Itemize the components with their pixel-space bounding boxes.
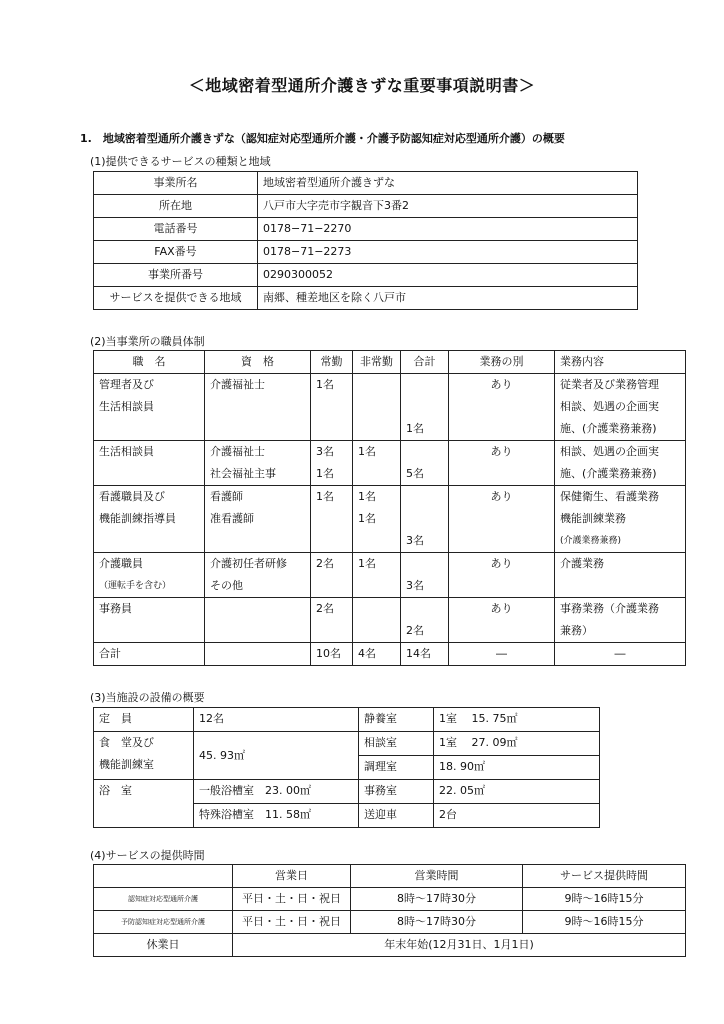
staff-header-row — [94, 351, 686, 374]
hours-row-business: 8時～17時30分 — [351, 911, 523, 934]
hours-header-blank — [94, 865, 233, 888]
office-value: 22. 05㎡ — [434, 780, 600, 804]
staff-sum-total: 14名 — [401, 643, 449, 666]
consult-room-label: 相談室 — [359, 732, 434, 756]
service-info-value: 地域密着型通所介護きずな — [258, 172, 638, 195]
staff-qual-cell — [205, 553, 311, 598]
staff-sum-duty: ― — [555, 643, 686, 666]
staff-duty-cell — [555, 553, 686, 598]
staff-sum-row — [94, 643, 686, 666]
staff-duty-line: (介護業務兼務) — [560, 536, 622, 546]
capacity-value: 12名 — [194, 708, 359, 732]
staff-sum-blank — [205, 643, 311, 666]
staff-sum-label: 合計 — [94, 643, 205, 666]
staff-duty-line: 兼務） — [560, 624, 593, 637]
hours-table — [93, 864, 686, 957]
staff-full-cell — [311, 486, 353, 553]
dining-label-line2: 機能訓練室 — [99, 758, 154, 771]
staff-full-line: 1名 — [316, 378, 334, 391]
service-info-row — [94, 287, 638, 310]
holiday-value: 年末年始(12月31日、1月1日) — [233, 934, 686, 957]
staff-full-line: 3名 — [316, 445, 334, 458]
hours-row-service: 9時～16時15分 — [523, 888, 686, 911]
staff-part-cell — [353, 486, 401, 553]
staff-full-cell — [311, 374, 353, 441]
staff-job-line: 管理者及び — [99, 378, 154, 391]
facility-table — [93, 707, 600, 828]
staff-full-line: 1名 — [316, 467, 334, 480]
staff-kind-cell: あり — [449, 441, 555, 486]
staff-total-cell: 5名 — [401, 441, 449, 486]
staff-duty-line: 機能訓練業務 — [560, 512, 626, 525]
staff-full-cell — [311, 441, 353, 486]
service-info-label: 所在地 — [94, 195, 258, 218]
vehicle-label: 送迎車 — [359, 804, 434, 828]
capacity-label: 定 員 — [94, 708, 194, 732]
staff-duty-cell — [555, 374, 686, 441]
bath-special-value: 特殊浴槽室 11. 58㎡ — [194, 804, 359, 828]
hours-row-days: 平日・土・日・祝日 — [233, 888, 351, 911]
staff-row — [94, 553, 686, 598]
staff-job-line: （運転手を含む） — [99, 581, 172, 591]
staff-job-line: 看護職員及び — [99, 490, 165, 503]
dining-value: 45. 93㎡ — [194, 732, 359, 780]
staff-sum-full: 10名 — [311, 643, 353, 666]
staff-total-cell: 3名 — [401, 553, 449, 598]
staff-job-line: 介護職員 — [99, 557, 143, 570]
staff-duty-line: 施、(介護業務兼務) — [560, 467, 657, 480]
rest-room-value: 1室 15. 75㎡ — [434, 708, 600, 732]
staff-qual-line: 介護初任者研修 — [210, 557, 287, 570]
staff-qual-line: その他 — [210, 579, 243, 592]
staff-row — [94, 441, 686, 486]
hours-header-service: サービス提供時間 — [523, 865, 686, 888]
dining-label-line1: 食 堂及び — [99, 736, 154, 749]
staff-kind-cell: あり — [449, 374, 555, 441]
staff-job-cell — [94, 374, 205, 441]
staff-kind-cell: あり — [449, 598, 555, 643]
staff-qual-line: 社会福祉主事 — [210, 467, 276, 480]
staff-header-cell: 合計 — [401, 351, 449, 374]
staff-qual-line: 介護福祉士 — [210, 445, 265, 458]
staff-row — [94, 374, 686, 441]
staff-qual-cell — [205, 486, 311, 553]
consult-room-value: 1室 27. 09㎡ — [434, 732, 600, 756]
service-info-label: 事業所名 — [94, 172, 258, 195]
holiday-label: 休業日 — [94, 934, 233, 957]
service-info-value: 0290300052 — [258, 264, 638, 287]
staff-full-line: 1名 — [316, 490, 334, 503]
service-info-value: 八戸市大字売市字観音下3番2 — [258, 195, 638, 218]
hours-header-days: 営業日 — [233, 865, 351, 888]
staff-table — [93, 350, 686, 666]
staff-duty-cell — [555, 441, 686, 486]
staff-qual-cell — [205, 374, 311, 441]
staff-job-cell — [94, 553, 205, 598]
rest-room-label: 静養室 — [359, 708, 434, 732]
service-info-value: 0178−71−2270 — [258, 218, 638, 241]
staff-duty-line: 施、(介護業務兼務) — [560, 422, 657, 435]
staff-part-cell — [353, 553, 401, 598]
staff-kind-cell: あり — [449, 486, 555, 553]
staff-total-cell: 3名 — [401, 486, 449, 553]
staff-duty-line: 介護業務 — [560, 557, 604, 570]
service-info-value: 0178−71−2273 — [258, 241, 638, 264]
hours-row-business: 8時～17時30分 — [351, 888, 523, 911]
staff-job-cell — [94, 486, 205, 553]
staff-job-line: 事務員 — [99, 602, 132, 615]
service-info-label: FAX番号 — [94, 241, 258, 264]
section-heading-overview: 1. 地域密着型通所介護きずな（認知症対応型通所介護・介護予防認知症対応型通所介護）の概要 — [80, 132, 565, 145]
section1-title: (1)提供できるサービスの種類と地域 — [90, 155, 271, 168]
vehicle-value: 2台 — [434, 804, 600, 828]
service-info-label: 事業所番号 — [94, 264, 258, 287]
staff-part-line: 1名 — [358, 490, 376, 503]
staff-job-line: 生活相談員 — [99, 400, 154, 413]
staff-row — [94, 486, 686, 553]
staff-qual-cell — [205, 441, 311, 486]
staff-header-cell: 職 名 — [94, 351, 205, 374]
staff-header-cell: 常勤 — [311, 351, 353, 374]
staff-qual-line: 准看護師 — [210, 512, 254, 525]
staff-part-cell — [353, 374, 401, 441]
staff-total-cell: 1名 — [401, 374, 449, 441]
staff-duty-cell — [555, 486, 686, 553]
staff-full-line: 2名 — [316, 557, 334, 570]
service-info-value: 南郷、種差地区を除く八戸市 — [258, 287, 638, 310]
staff-sum-part: 4名 — [353, 643, 401, 666]
bath-general-value: 一般浴槽室 23. 00㎡ — [194, 780, 359, 804]
document-title: ＜地域密着型通所介護きずな重要事項説明書＞ — [188, 76, 536, 95]
service-info-label: 電話番号 — [94, 218, 258, 241]
staff-job-line: 機能訓練指導員 — [99, 512, 176, 525]
staff-qual-line: 看護師 — [210, 490, 243, 503]
kitchen-label: 調理室 — [359, 756, 434, 780]
hours-row-days: 平日・土・日・祝日 — [233, 911, 351, 934]
staff-full-line: 2名 — [316, 602, 334, 615]
staff-row — [94, 598, 686, 643]
office-label: 事務室 — [359, 780, 434, 804]
staff-full-cell — [311, 553, 353, 598]
service-info-row — [94, 172, 638, 195]
staff-duty-line: 相談、処遇の企画実 — [560, 445, 659, 458]
service-info-row — [94, 195, 638, 218]
staff-part-cell — [353, 441, 401, 486]
staff-part-line: 1名 — [358, 512, 376, 525]
staff-duty-line: 従業者及び業務管理 — [560, 378, 659, 391]
staff-full-cell — [311, 598, 353, 643]
staff-job-cell — [94, 598, 205, 643]
staff-duty-cell — [555, 598, 686, 643]
section3-title: (3)当施設の設備の概要 — [90, 691, 205, 704]
staff-kind-cell: あり — [449, 553, 555, 598]
service-info-row — [94, 264, 638, 287]
staff-header-cell: 業務の別 — [449, 351, 555, 374]
staff-part-cell — [353, 598, 401, 643]
section4-title: (4)サービスの提供時間 — [90, 849, 205, 862]
service-info-row — [94, 218, 638, 241]
staff-part-line: 1名 — [358, 445, 376, 458]
staff-job-cell — [94, 441, 205, 486]
staff-duty-line: 保健衛生、看護業務 — [560, 490, 659, 503]
hours-row-label: 認知症対応型通所介護 — [94, 888, 233, 911]
staff-header-cell: 業務内容 — [555, 351, 686, 374]
section2-title: (2)当事業所の職員体制 — [90, 335, 205, 348]
staff-header-cell: 非常勤 — [353, 351, 401, 374]
bath-label: 浴 室 — [94, 780, 194, 828]
service-info-table — [93, 171, 638, 310]
staff-job-line: 生活相談員 — [99, 445, 154, 458]
staff-part-line: 1名 — [358, 557, 376, 570]
staff-sum-kind: ― — [449, 643, 555, 666]
hours-header-business: 営業時間 — [351, 865, 523, 888]
staff-duty-line: 相談、処遇の企画実 — [560, 400, 659, 413]
hours-row-label: 予防認知症対応型通所介護 — [94, 911, 233, 934]
service-info-row — [94, 241, 638, 264]
staff-qual-cell — [205, 598, 311, 643]
staff-qual-line: 介護福祉士 — [210, 378, 265, 391]
staff-total-cell: 2名 — [401, 598, 449, 643]
hours-row-service: 9時～16時15分 — [523, 911, 686, 934]
staff-header-cell: 資 格 — [205, 351, 311, 374]
staff-duty-line: 事務業務（介護業務 — [560, 602, 659, 615]
kitchen-value: 18. 90㎡ — [434, 756, 600, 780]
service-info-label: サービスを提供できる地域 — [94, 287, 258, 310]
